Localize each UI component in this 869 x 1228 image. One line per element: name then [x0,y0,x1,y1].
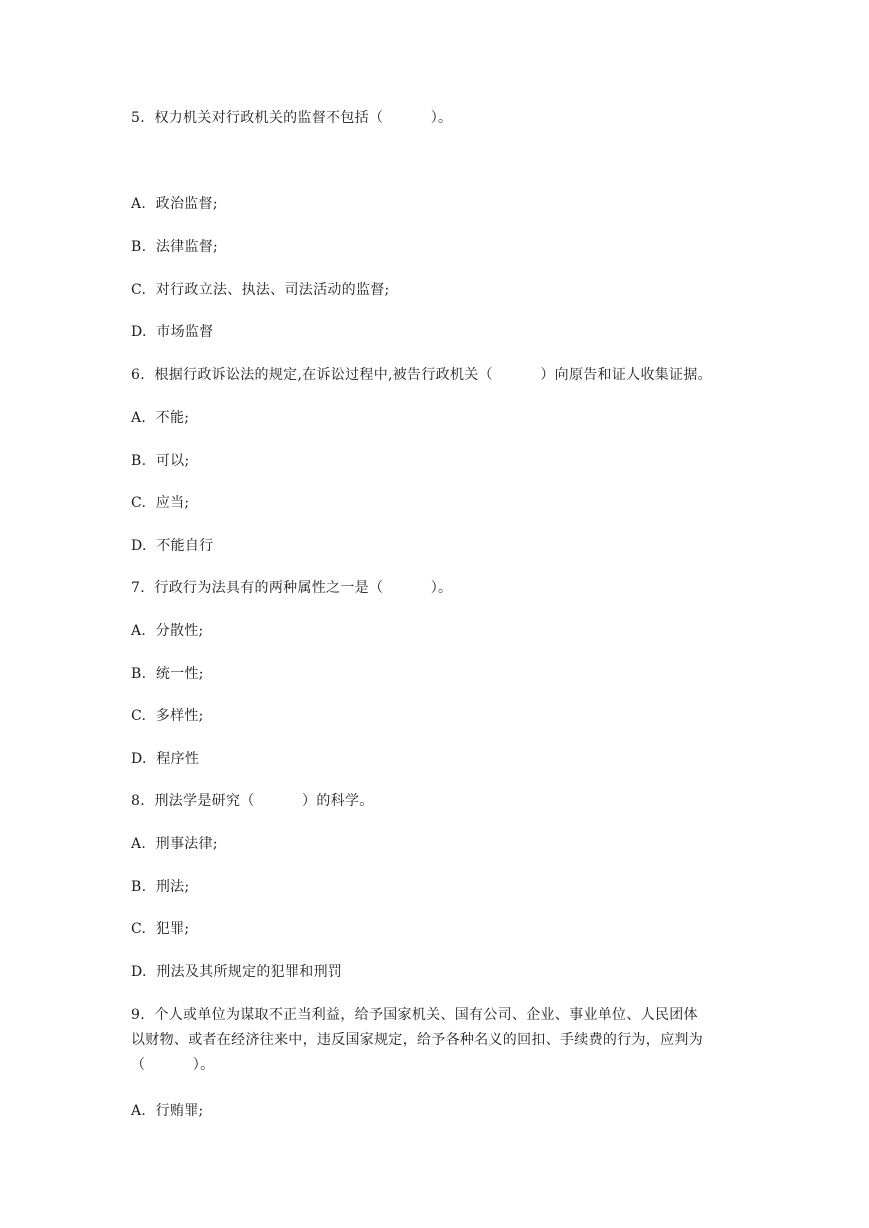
question-5-stem: 5. 权力机关对行政机关的监督不包括（ ）。 [131,110,453,126]
question-8-option-b: B. 刑法; [131,879,190,895]
question-5-option-d: D. 市场监督 [131,324,214,340]
question-9-stem-line-1: 9. 个人或单位为谋取不正当利益，给予国家机关、国有公司、企业、事业单位、人民团体 [131,1007,698,1023]
question-9-stem-line-2: 以财物、或者在经济往来中，违反国家规定，给予各种名义的回扣、手续费的行为，应判为 [131,1032,703,1048]
question-8-option-a: A. 刑事法律; [131,836,218,852]
question-7-option-d: D. 程序性 [131,751,200,767]
question-5-option-c: C. 对行政立法、执法、司法活动的监督; [131,282,390,298]
question-9-stem-line-3: （ ）。 [131,1057,215,1073]
question-6-option-d: D. 不能自行 [131,538,214,554]
question-7-option-a: A. 分散性; [131,623,204,639]
question-5-option-b: B. 法律监督; [131,239,219,255]
question-8-option-c: C. 犯罪; [131,921,190,937]
question-7-option-c: C. 多样性; [131,708,204,724]
question-6-option-a: A. 不能; [131,410,190,426]
question-5-option-a: A. 政治监督; [131,196,218,212]
question-9-option-a: A. 行贿罪; [131,1103,204,1119]
question-7-stem: 7. 行政行为法具有的两种属性之一是（ ）。 [131,580,453,596]
question-8-option-d: D. 刑法及其所规定的犯罪和刑罚 [131,964,343,980]
question-6-option-b: B. 可以; [131,453,190,469]
question-7-option-b: B. 统一性; [131,666,204,682]
question-8-stem: 8. 刑法学是研究（ ）的科学。 [131,793,374,809]
question-6-option-c: C. 应当; [131,495,190,511]
question-6-stem: 6. 根据行政诉讼法的规定,在诉讼过程中,被告行政机关（ ）向原告和证人收集证据。 [131,367,712,383]
